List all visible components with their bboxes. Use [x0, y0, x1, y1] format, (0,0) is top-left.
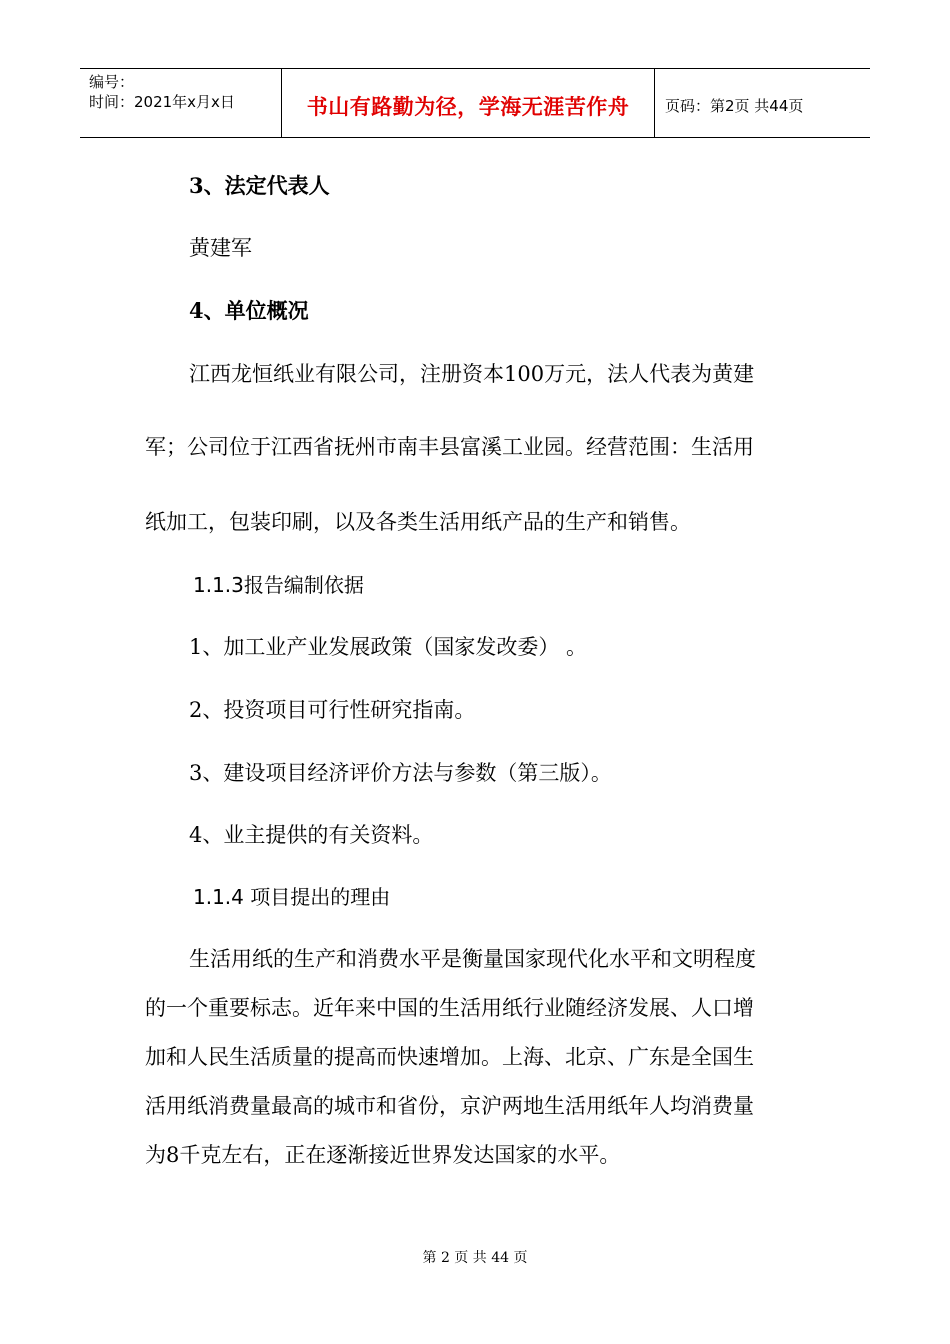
number-label: 编号： — [89, 73, 135, 91]
header-table — [80, 68, 870, 138]
page-info: 页码：第2页 共44页 — [665, 97, 804, 115]
section-4-line-1: 江西龙恒纸业有限公司，注册资本100万元，法人代表为黄建 — [189, 362, 755, 386]
motto-text: 书山有路勤为径，学海无涯苦作舟 — [306, 95, 630, 119]
time-label: 时间：2021年x月x日 — [89, 93, 235, 111]
basis-item-1: 1、加工业产业发展政策（国家发改委） 。 — [189, 635, 588, 659]
basis-item-2: 2、投资项目可行性研究指南。 — [189, 698, 476, 722]
basis-item-4: 4、业主提供的有关资料。 — [189, 823, 434, 847]
section-3-text: 黄建军 — [189, 236, 252, 260]
section-4-line-3: 纸加工，包装印刷，以及各类生活用纸产品的生产和销售。 — [145, 510, 691, 534]
section-1-1-3-heading: 1.1.3报告编制依据 — [193, 573, 364, 597]
reason-line-1: 生活用纸的生产和消费水平是衡量国家现代化水平和文明程度 — [189, 947, 756, 971]
section-1-1-4-heading: 1.1.4 项目提出的理由 — [193, 885, 391, 909]
header-meta-cell — [80, 69, 282, 137]
header-motto-cell — [282, 69, 655, 137]
reason-line-4: 活用纸消费量最高的城市和省份，京沪两地生活用纸年人均消费量 — [145, 1094, 754, 1118]
section-4-heading: 4、单位概况 — [189, 298, 309, 323]
section-3-heading: 3、法定代表人 — [189, 173, 330, 198]
header-page-cell — [655, 69, 870, 137]
reason-line-3: 加和人民生活质量的提高而快速增加。上海、北京、广东是全国生 — [145, 1045, 754, 1069]
section-4-line-2: 军；公司位于江西省抚州市南丰县富溪工业园。经营范围：生活用 — [145, 435, 754, 459]
reason-line-2: 的一个重要标志。近年来中国的生活用纸行业随经济发展、人口增 — [145, 996, 754, 1020]
reason-line-5: 为8千克左右，正在逐渐接近世界发达国家的水平。 — [145, 1143, 621, 1167]
basis-item-3: 3、建设项目经济评价方法与参数（第三版）。 — [189, 761, 612, 785]
page-footer: 第 2 页 共 44 页 — [422, 1250, 528, 1266]
